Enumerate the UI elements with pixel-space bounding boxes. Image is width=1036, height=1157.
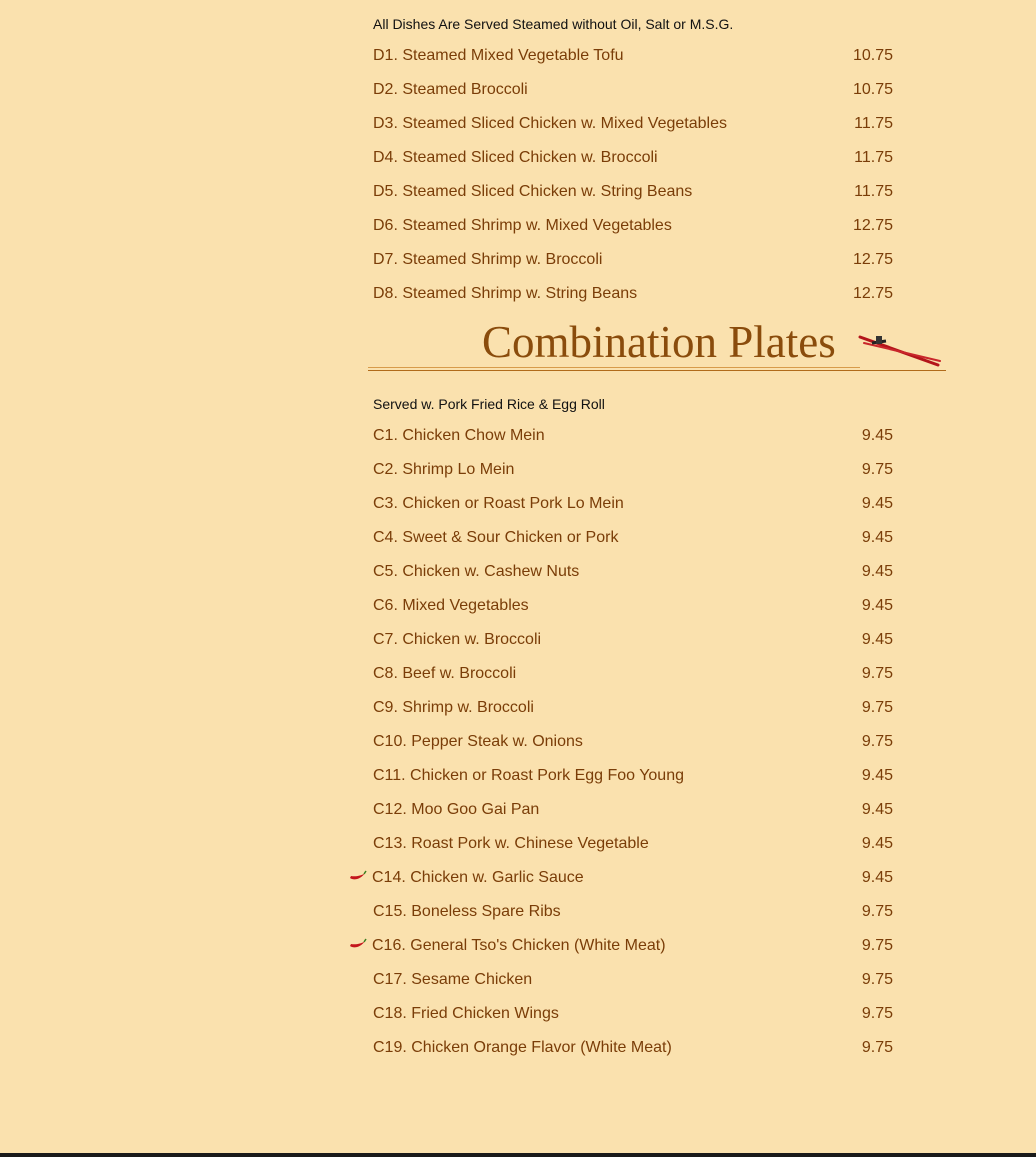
menu-item-price: 9.45: [861, 495, 893, 512]
menu-item-row[interactable]: [373, 868, 893, 902]
combo-note: Served w. Pork Fried Rice & Egg Roll: [373, 396, 605, 412]
menu-item-name: C9. Shrimp w. Broccoli: [373, 699, 534, 716]
menu-item-row[interactable]: [373, 80, 893, 114]
menu-item-name: C3. Chicken or Roast Pork Lo Mein: [373, 495, 624, 512]
menu-item-row[interactable]: [373, 1004, 893, 1038]
menu-item-name: C1. Chicken Chow Mein: [373, 427, 545, 444]
menu-item-row[interactable]: [373, 800, 893, 834]
menu-item-price: 9.45: [861, 427, 893, 444]
menu-item-row[interactable]: [373, 732, 893, 766]
menu-item-name: D5. Steamed Sliced Chicken w. String Beans: [373, 183, 693, 200]
menu-item-row[interactable]: [373, 426, 893, 460]
menu-item-name: D4. Steamed Sliced Chicken w. Broccoli: [373, 149, 658, 166]
menu-item-name: C13. Roast Pork w. Chinese Vegetable: [373, 835, 649, 852]
chopsticks-icon: [858, 331, 942, 369]
menu-item-price: 9.75: [861, 665, 893, 682]
menu-item-name: D1. Steamed Mixed Vegetable Tofu: [373, 47, 624, 64]
menu-item-name: D3. Steamed Sliced Chicken w. Mixed Vegetables: [373, 115, 727, 132]
menu-item-price: 12.75: [852, 285, 893, 302]
menu-item-row[interactable]: [373, 216, 893, 250]
menu-item-price: 9.75: [861, 733, 893, 750]
menu-item-price: 10.75: [852, 47, 893, 64]
menu-item-name: C15. Boneless Spare Ribs: [373, 903, 561, 920]
menu-item-row[interactable]: [373, 664, 893, 698]
menu-item-price: 9.45: [861, 835, 893, 852]
menu-item-row[interactable]: [373, 970, 893, 1004]
footer-border: [0, 1153, 1036, 1157]
menu-item-name: C18. Fried Chicken Wings: [373, 1005, 559, 1022]
menu-item-row[interactable]: [373, 834, 893, 868]
section-divider: [368, 370, 946, 371]
menu-item-price: 11.75: [854, 149, 893, 166]
menu-item-row[interactable]: [373, 148, 893, 182]
menu-item-row[interactable]: [373, 698, 893, 732]
menu-item-row[interactable]: [373, 494, 893, 528]
menu-item-row[interactable]: [373, 902, 893, 936]
menu-item-price: 12.75: [852, 217, 893, 234]
menu-item-price: 9.45: [861, 631, 893, 648]
menu-item-price: 11.75: [854, 115, 893, 132]
menu-item-row[interactable]: [373, 114, 893, 148]
menu-item-name: C7. Chicken w. Broccoli: [373, 631, 542, 648]
menu-item-name: C17. Sesame Chicken: [373, 971, 533, 988]
menu-item-name: C14. Chicken w. Garlic Sauce: [372, 869, 584, 886]
menu-item-name: C16. General Tso's Chicken (White Meat): [372, 937, 666, 954]
menu-item-row[interactable]: [373, 460, 893, 494]
menu-item-name: C2. Shrimp Lo Mein: [373, 461, 515, 478]
steamed-note: All Dishes Are Served Steamed without Oil, Salt or M.S.G.: [373, 16, 734, 32]
menu-item-price: 9.45: [861, 597, 893, 614]
menu-item-row[interactable]: [373, 46, 893, 80]
menu-item-name: D8. Steamed Shrimp w. String Beans: [373, 285, 638, 302]
menu-item-row[interactable]: [373, 1038, 893, 1072]
menu-item-name: C6. Mixed Vegetables: [373, 597, 529, 614]
menu-item-price: 9.75: [861, 1005, 893, 1022]
menu-item-name: D6. Steamed Shrimp w. Mixed Vegetables: [373, 217, 672, 234]
menu-item-row[interactable]: [373, 596, 893, 630]
chili-pepper-icon: [349, 938, 367, 950]
menu-item-row[interactable]: [373, 630, 893, 664]
menu-item-price: 9.75: [861, 461, 893, 478]
menu-item-name: C12. Moo Goo Gai Pan: [373, 801, 540, 818]
menu-item-row[interactable]: [373, 250, 893, 284]
menu-item-price: 9.45: [861, 767, 893, 784]
menu-item-price: 9.45: [861, 801, 893, 818]
menu-item-price: 9.75: [861, 903, 893, 920]
menu-item-price: 9.75: [861, 937, 893, 954]
menu-item-row[interactable]: [373, 936, 893, 970]
menu-item-row[interactable]: [373, 182, 893, 216]
menu-item-price: 9.45: [861, 869, 893, 886]
menu-item-name: C11. Chicken or Roast Pork Egg Foo Young: [373, 767, 684, 784]
menu-item-row[interactable]: [373, 528, 893, 562]
menu-item-row[interactable]: [373, 766, 893, 800]
chili-pepper-icon: [349, 870, 367, 882]
menu-item-name: C19. Chicken Orange Flavor (White Meat): [373, 1039, 672, 1056]
menu-item-price: 12.75: [852, 251, 893, 268]
menu-item-name: C8. Beef w. Broccoli: [373, 665, 517, 682]
menu-item-name: D2. Steamed Broccoli: [373, 81, 528, 98]
menu-item-name: C5. Chicken w. Cashew Nuts: [373, 563, 580, 580]
menu-item-price: 9.75: [861, 1039, 893, 1056]
menu-item-name: C10. Pepper Steak w. Onions: [373, 733, 583, 750]
menu-item-name: C4. Sweet & Sour Chicken or Pork: [373, 529, 619, 546]
menu-item-row[interactable]: [373, 562, 893, 596]
menu-item-price: 10.75: [852, 81, 893, 98]
menu-item-price: 9.45: [861, 529, 893, 546]
section-divider-inner: [368, 367, 860, 368]
menu-item-price: 11.75: [854, 183, 893, 200]
section-title: Combination Plates: [482, 317, 836, 367]
menu-item-price: 9.45: [861, 563, 893, 580]
menu-item-price: 9.75: [861, 699, 893, 716]
menu-item-price: 9.75: [861, 971, 893, 988]
combination-plates-header: [368, 313, 946, 371]
menu-item-name: D7. Steamed Shrimp w. Broccoli: [373, 251, 603, 268]
